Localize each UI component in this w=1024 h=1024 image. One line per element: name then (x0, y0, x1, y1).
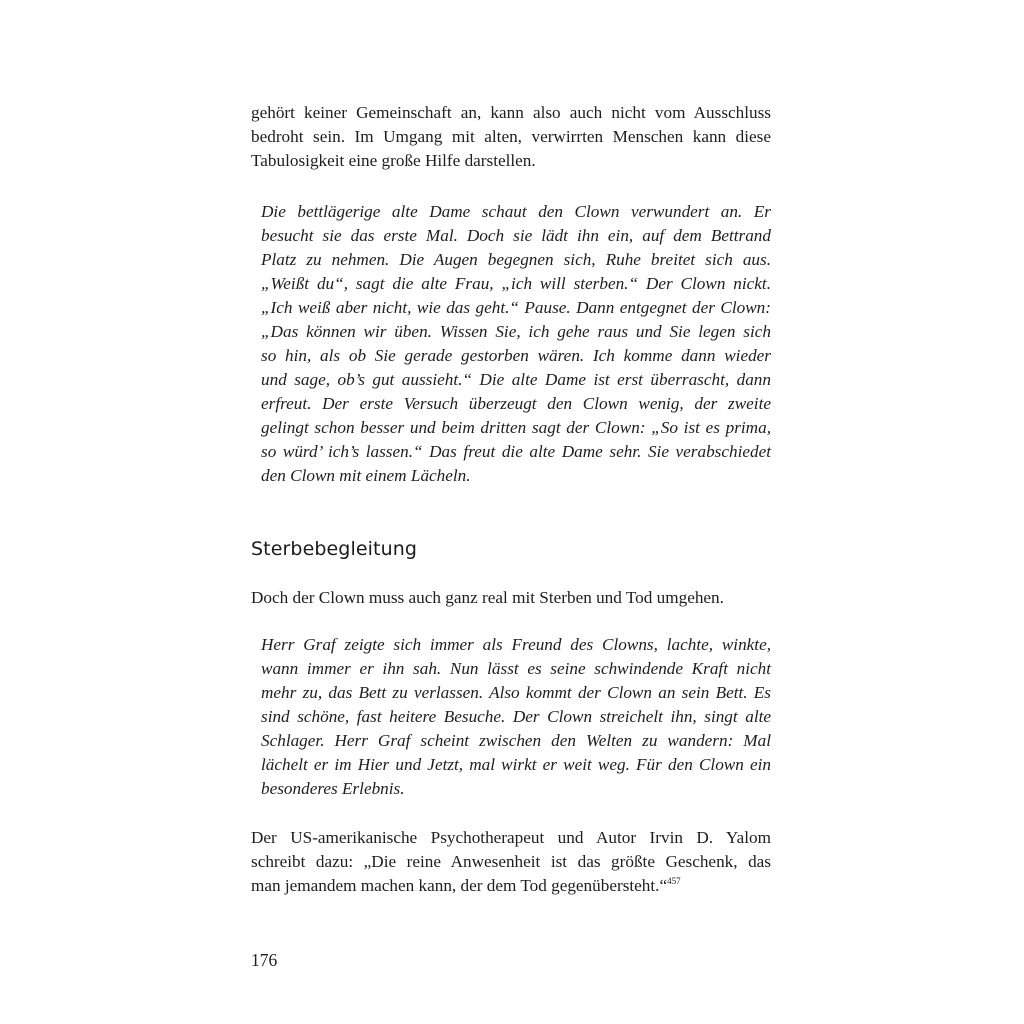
quote-1-line-1: Die bettlägerige alte Dame schaut den Clown verwundert an. Er (261, 202, 771, 221)
intro-line-2: bedroht sein. Im Umgang mit alten, verwirrten Menschen kann diese (251, 127, 771, 146)
footnote-reference: 457 (667, 876, 681, 886)
quote-2-line-2: wann immer er ihn sah. Nun lässt es seine schwindende Kraft nicht (261, 659, 771, 678)
closing-line-2: schreibt dazu: „Die reine Anwesenheit ist das größte Geschenk, das (251, 852, 771, 871)
closing-line-3-text: man jemandem machen kann, der dem Tod gegenübersteht.“ (251, 876, 668, 895)
quote-block-old-lady (261, 200, 771, 488)
section-intro-paragraph (251, 586, 771, 610)
quote-1-line-10: gelingt schon besser und beim dritten sagt der Clown: „So ist es prima, (261, 418, 771, 437)
quote-2-line-4: sind schöne, fast heitere Besuche. Der Clown streichelt ihn, singt alte (261, 707, 771, 726)
quote-1-line-9: erfreut. Der erste Versuch überzeugt den Clown wenig, der zweite (261, 394, 771, 413)
closing-paragraph (251, 826, 771, 898)
page-number: 176 (251, 950, 278, 970)
section-heading: Sterbebegleitung (251, 538, 418, 560)
quote-2-line-7: besonderes Erlebnis. (261, 779, 405, 798)
quote-1-line-4: „Weißt du“, sagt die alte Frau, „ich will sterben.“ Der Clown nickt. (261, 274, 771, 293)
quote-1-line-2: besucht sie das erste Mal. Doch sie lädt ihn ein, auf dem Bettrand (261, 226, 771, 245)
quote-2-line-1: Herr Graf zeigte sich immer als Freund des Clowns, lachte, winkte, (261, 635, 771, 654)
quote-1-line-3: Platz zu nehmen. Die Augen begegnen sich, Ruhe breitet sich aus. (261, 250, 771, 269)
quote-1-line-12: den Clown mit einem Lächeln. (261, 466, 471, 485)
quote-1-line-8: und sage, ob’s gut aussieht.“ Die alte Dame ist erst überrascht, dann (261, 370, 771, 389)
intro-line-1: gehört keiner Gemeinschaft an, kann also auch nicht vom Ausschluss (251, 103, 771, 122)
intro-line-3: Tabulosigkeit eine große Hilfe darstellen. (251, 151, 536, 170)
quote-2-line-3: mehr zu, das Bett zu verlassen. Also kommt der Clown an sein Bett. Es (261, 683, 771, 702)
closing-line-1: Der US-amerikanische Psychotherapeut und Autor Irvin D. Yalom (251, 828, 771, 847)
quote-1-line-6: „Das können wir üben. Wissen Sie, ich gehe raus und Sie legen sich (261, 322, 771, 341)
quote-2-line-5: Schlager. Herr Graf scheint zwischen den Welten zu wandern: Mal (261, 731, 771, 750)
quote-1-line-11: so würd’ ich’s lassen.“ Das freut die alte Dame sehr. Sie verabschiedet (261, 442, 771, 461)
quote-1-line-7: so hin, als ob Sie gerade gestorben wären. Ich komme dann wieder (261, 346, 771, 365)
quote-2-line-6: lächelt er im Hier und Jetzt, mal wirkt er weit weg. Für den Clown ein (261, 755, 771, 774)
quote-block-herr-graf (261, 633, 771, 801)
intro-paragraph (251, 101, 771, 173)
closing-line-3 (251, 874, 771, 898)
quote-1-line-5: „Ich weiß aber nicht, wie das geht.“ Pause. Dann entgegnet der Clown: (261, 298, 771, 317)
section-intro-line: Doch der Clown muss auch ganz real mit Sterben und Tod umgehen. (251, 588, 724, 607)
